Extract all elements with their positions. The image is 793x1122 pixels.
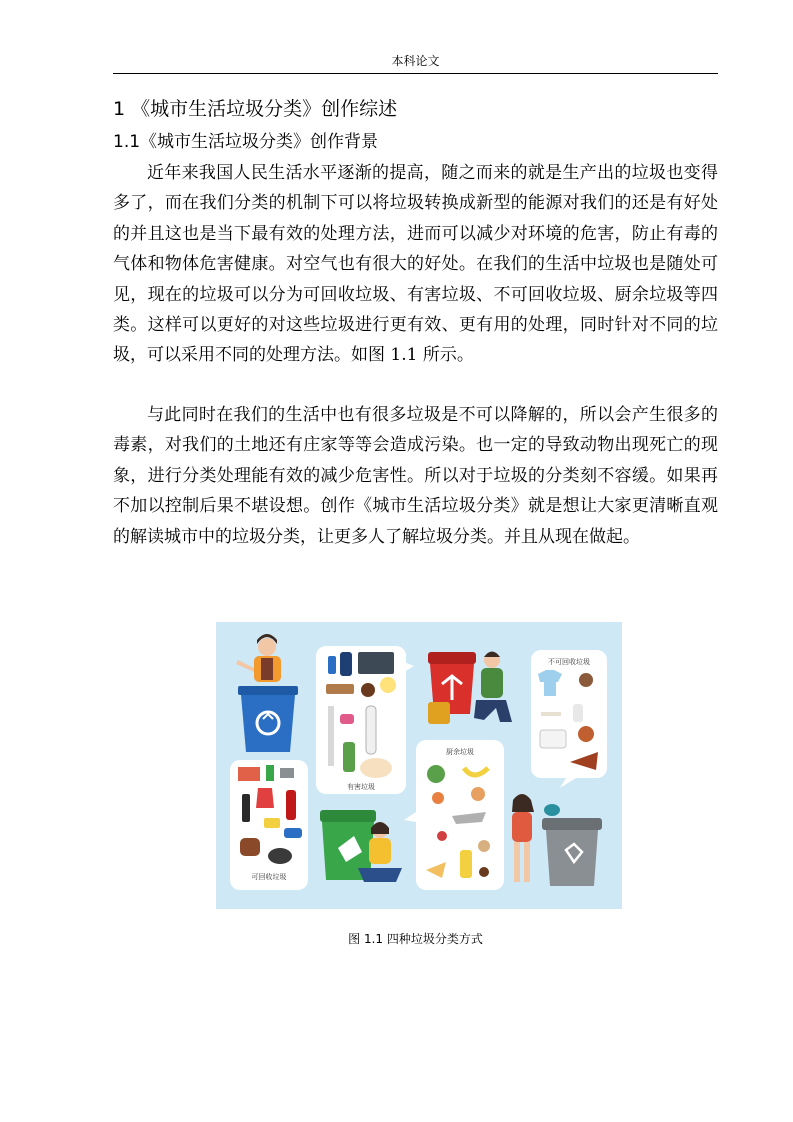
- page-header: [113, 52, 718, 74]
- subsection-heading: 1.1《城市生活垃圾分类》创作背景: [113, 132, 379, 152]
- red-harmful-bin-icon: [428, 652, 476, 724]
- recyclable-bubble: [230, 760, 308, 890]
- grey-other-bin-icon: [542, 818, 602, 886]
- body-paragraph-2: 与此同时在我们的生活中也有很多垃圾是不可以降解的，所以会产生很多的毒素，对我们的土地还有庄家等等会造成污染。也一定的导致动物出现死亡的现象，进行分类处理能有效的减少危害性。所以对于垃圾的分类刻不容缓。如果再不加以控制后果不堪设想。创作《城市生活垃圾分类》就是想让大家更清晰直观的解读城市中的垃圾分类，让更多人了解垃圾分类。并且从现在做起。: [113, 405, 718, 547]
- garbage-sorting-illustration: [216, 622, 622, 909]
- label-recyclable: 可回收垃圾: [251, 873, 287, 881]
- non-recyclable-bubble: [531, 650, 607, 788]
- harmful-waste-bubble: [316, 646, 414, 794]
- kitchen-waste-bubble: [404, 740, 504, 890]
- label-harmful: 有害垃圾: [347, 783, 375, 791]
- figure-caption: 图 1.1 四种垃圾分类方式: [348, 932, 483, 946]
- label-non-recyclable: 不可回收垃圾: [548, 658, 590, 666]
- figure-garbage-sorting: [216, 622, 622, 909]
- blue-recyclable-bin-icon: [238, 686, 298, 752]
- header-title: 本科论文: [391, 54, 440, 68]
- label-kitchen: 厨余垃圾: [446, 748, 474, 756]
- section-heading: 1 《城市生活垃圾分类》创作综述: [113, 98, 398, 120]
- body-paragraph-1: 近年来我国人民生活水平逐渐的提高，随之而来的就是生产出的垃圾也变得多了，而在我们分类的机制下可以将垃圾转换成新型的能源对我们的还是有好处的并且这也是当下最有效的处理方法，进而可以减少对环境的危害，防止有毒的气体和物体危害健康。对空气也有很大的好处。在我们的生活中垃圾也是随处可见，现在的垃圾可以分为可回收垃圾、有害垃圾、不可回收垃圾、厨余垃圾等四类。这样可以更好的对这些垃圾进行更有效、更有用的处理，同时针对不同的垃圾，可以采用不同的处理方法。如图 1.1 所示。: [113, 163, 718, 366]
